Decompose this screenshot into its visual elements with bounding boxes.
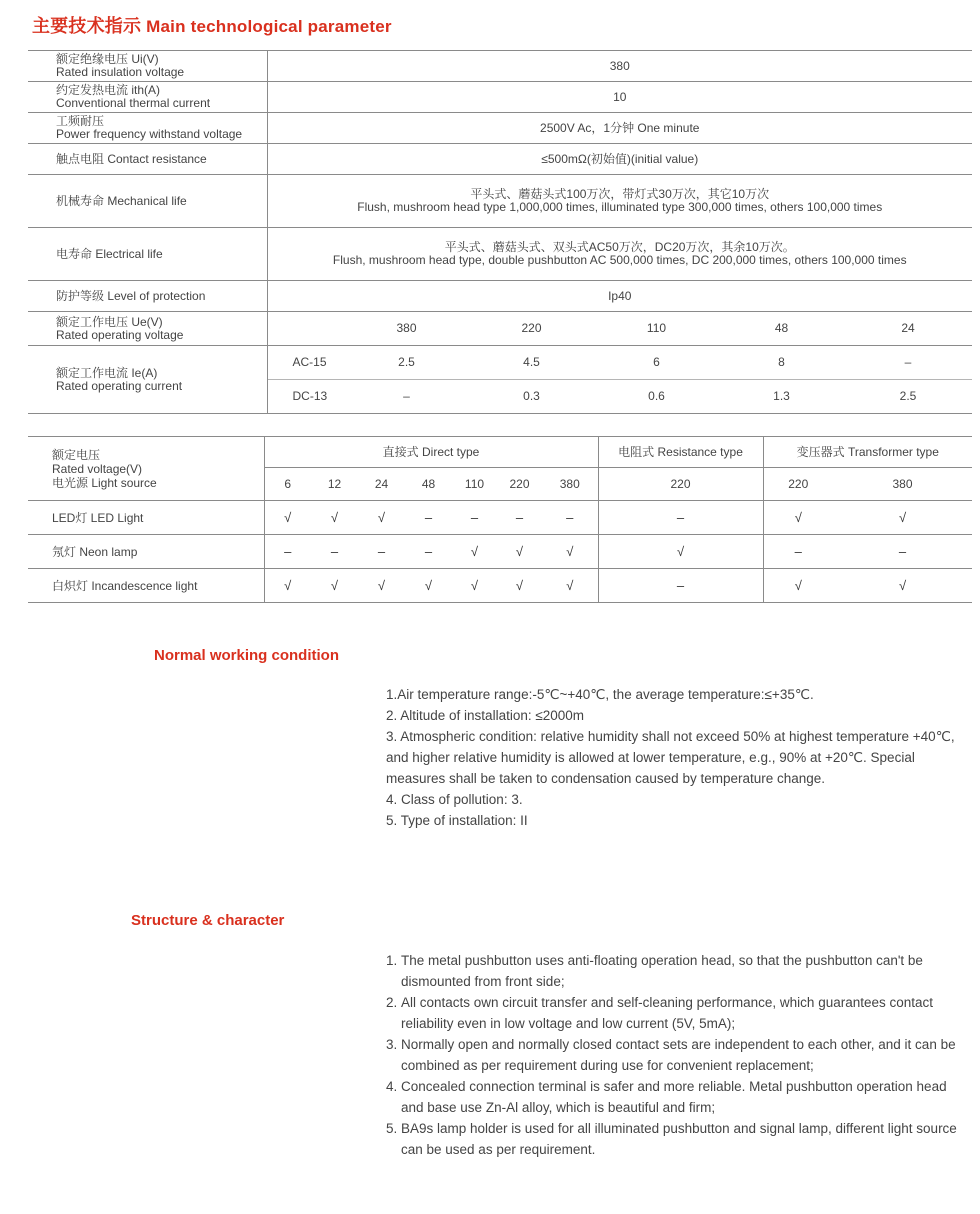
value-cn: 平头式、蘑菇头式、双头式AC50万次，DC20万次，其余10万次。: [444, 240, 795, 254]
label-thermal: [28, 82, 267, 113]
mark-cell: √: [833, 501, 972, 535]
list-item: 2. Altitude of installation: ≤2000m: [386, 708, 585, 723]
value-en: Flush, mushroom head type 1,000,000 times, illuminated type 300,000 times, others 100,000 times: [357, 200, 883, 214]
mark-cell: √: [542, 535, 598, 569]
item-text: BA9s lamp holder is used for all illuminated pushbutton and signal lamp, different light source can be used as per requirement.: [401, 1121, 957, 1157]
light-name: 氖灯 Neon lamp: [28, 535, 264, 569]
mark-cell: –: [405, 535, 452, 569]
op-voltage-cell: 110: [594, 312, 719, 346]
light-name: 白炽灯 Incandescence light: [28, 569, 264, 603]
list-item: [386, 1034, 970, 1076]
item-text: The metal pushbutton uses anti-floating operation head, so that the pushbutton can't be dismounted from front side;: [401, 953, 923, 989]
mark-cell: √: [497, 535, 542, 569]
dc-current-cell: –: [344, 380, 469, 414]
ac-current-cell: 8: [719, 346, 844, 380]
voltage-cell: 24: [358, 468, 405, 501]
value-contact: ≤500mΩ(初始值)(initial value): [267, 144, 972, 175]
light-row-incandescence: [28, 569, 972, 603]
label-withstand: [28, 113, 267, 144]
structure-heading: Structure & character: [131, 912, 285, 929]
mark-cell: –: [264, 535, 311, 569]
label-en: Rated operating current: [56, 378, 183, 393]
mark-cell: √: [264, 569, 311, 603]
voltage-cell: 12: [311, 468, 358, 501]
list-item: [386, 1118, 970, 1160]
dc-label: DC-13: [267, 380, 344, 414]
mark-cell: √: [763, 569, 833, 603]
voltage-cell: 220: [763, 468, 833, 501]
mark-cell: √: [452, 535, 497, 569]
light-source-table: [28, 436, 972, 603]
ac-current-cell: –: [844, 346, 972, 380]
mark-cell: √: [405, 569, 452, 603]
light-name: LED灯 LED Light: [28, 501, 264, 535]
label-en: Rated insulation voltage: [56, 65, 185, 79]
dc-current-cell: 1.3: [719, 380, 844, 414]
mark-cell: –: [598, 501, 763, 535]
group-direct: 直接式 Direct type: [264, 437, 598, 468]
mark-cell: √: [497, 569, 542, 603]
mark-cell: √: [452, 569, 497, 603]
label-en: Rated operating voltage: [56, 327, 184, 342]
voltage-cell: 110: [452, 468, 497, 501]
ac-current-cell: 6: [594, 346, 719, 380]
label-protection: 防护等级 Level of protection: [28, 281, 267, 312]
list-item: [386, 992, 970, 1034]
value-electrical: [267, 228, 972, 281]
mark-cell: –: [542, 501, 598, 535]
mark-cell: √: [264, 501, 311, 535]
light-row-neon: [28, 535, 972, 569]
value-insulation: 380: [267, 51, 972, 82]
label-contact: 触点电阻 Contact resistance: [28, 144, 267, 175]
light-header-row: [28, 437, 972, 468]
mark-cell: –: [452, 501, 497, 535]
label-electrical: 电寿命 Electrical life: [28, 228, 267, 281]
dc-current-cell: 2.5: [844, 380, 972, 414]
parameter-table: [28, 50, 972, 414]
voltage-cell: 380: [542, 468, 598, 501]
op-voltage-cell: 24: [844, 312, 972, 346]
dc-current-cell: 0.6: [594, 380, 719, 414]
item-number: 2.: [386, 995, 398, 1010]
op-voltage-cell: 380: [344, 312, 469, 346]
value-thermal: 10: [267, 82, 972, 113]
value-cn: 平头式、蘑菇头式100万次，带灯式30万次，其它10万次: [470, 187, 770, 201]
label-cn: 额定电压: [52, 447, 101, 462]
item-number: 3.: [386, 1037, 398, 1052]
row-op-current-ac: [28, 346, 972, 380]
row-protection: [28, 281, 972, 312]
mark-cell: –: [598, 569, 763, 603]
label-mechanical: 机械寿命 Mechanical life: [28, 175, 267, 228]
mark-cell: √: [358, 501, 405, 535]
label-en: Rated voltage(V): [52, 461, 143, 476]
label-en: Power frequency withstand voltage: [56, 127, 243, 141]
item-text: Concealed connection terminal is safer and more reliable. Metal pushbutton operation head and base use Zn-Al alloy, which is beautiful and firm;: [401, 1079, 947, 1115]
normal-condition-heading: Normal working condition: [154, 647, 340, 664]
value-withstand: 2500V Ac，1分钟 One minute: [267, 113, 972, 144]
mark-cell: √: [542, 569, 598, 603]
value-mechanical: [267, 175, 972, 228]
row-contact: [28, 144, 972, 175]
title-en: Main technological parameter: [146, 17, 392, 36]
dc-current-cell: 0.3: [469, 380, 594, 414]
mark-cell: –: [358, 535, 405, 569]
mark-cell: –: [497, 501, 542, 535]
label-cn: 额定工作电流 Ie(A): [56, 365, 158, 380]
voltage-cell: 6: [264, 468, 311, 501]
op-voltage-cell: 220: [469, 312, 594, 346]
row-withstand: [28, 113, 972, 144]
structure-list: [386, 950, 970, 1160]
group-resistance: 电阻式 Resistance type: [598, 437, 763, 468]
label-insulation: [28, 51, 267, 82]
row-electrical: [28, 228, 972, 281]
voltage-cell: 48: [405, 468, 452, 501]
item-text: Normally open and normally closed contact sets are independent to each other, and it can be combined as per requirement during use for convenient replacement;: [401, 1037, 956, 1073]
row-insulation: [28, 51, 972, 82]
value-en: Flush, mushroom head type, double pushbutton AC 500,000 times, DC 200,000 times, others 100,000 times: [332, 253, 907, 267]
item-number: 4.: [386, 1079, 398, 1094]
page-title: [32, 12, 392, 38]
light-header-label: [28, 437, 264, 501]
voltage-cell: 220: [598, 468, 763, 501]
ac-current-cell: 4.5: [469, 346, 594, 380]
blank-cell: [267, 312, 344, 346]
mark-cell: –: [405, 501, 452, 535]
label-cn: 约定发热电流 ith(A): [56, 83, 161, 97]
label-src: 电光源 Light source: [52, 475, 157, 490]
mark-cell: –: [763, 535, 833, 569]
item-number: 1.: [386, 953, 398, 968]
label-cn: 额定工作电压 Ue(V): [56, 314, 163, 329]
row-op-voltage: [28, 312, 972, 346]
title-cn: 主要技术指示: [32, 16, 142, 36]
value-protection: Ip40: [267, 281, 972, 312]
mark-cell: –: [311, 535, 358, 569]
item-number: 5.: [386, 1121, 398, 1136]
list-item: 5. Type of installation: II: [386, 813, 528, 828]
list-item: 3. Atmospheric condition: relative humidity shall not exceed 50% at highest temperature +40℃, and higher relative humidity is allowed at lower temperature, e.g., 90% at +20℃. Special measures shall be taken to condensation caused by temperature change.: [386, 729, 955, 786]
group-transformer: 变压器式 Transformer type: [763, 437, 972, 468]
mark-cell: √: [311, 501, 358, 535]
item-text: All contacts own circuit transfer and self-cleaning performance, which guarantees contact reliability even in low voltage and low current (5V, 5mA);: [401, 995, 934, 1031]
list-item: 4. Class of pollution: 3.: [386, 792, 523, 807]
mark-cell: √: [358, 569, 405, 603]
ac-label: AC-15: [267, 346, 344, 380]
mark-cell: –: [833, 535, 972, 569]
list-item: [386, 950, 970, 992]
mark-cell: √: [833, 569, 972, 603]
row-thermal: [28, 82, 972, 113]
mark-cell: √: [311, 569, 358, 603]
voltage-cell: 220: [497, 468, 542, 501]
label-op-current: [28, 346, 267, 414]
list-item: [386, 1076, 970, 1118]
light-row-led: [28, 501, 972, 535]
op-voltage-cell: 48: [719, 312, 844, 346]
label-en: Conventional thermal current: [56, 96, 211, 110]
ac-current-cell: 2.5: [344, 346, 469, 380]
row-mechanical: [28, 175, 972, 228]
list-item: 1.Air temperature range:-5℃~+40℃, the average temperature:≤+35℃.: [386, 687, 814, 702]
label-cn: 额定绝缘电压 Ui(V): [56, 52, 159, 66]
normal-condition-list: [386, 684, 970, 831]
mark-cell: √: [763, 501, 833, 535]
label-cn: 工频耐压: [56, 114, 105, 128]
voltage-cell: 380: [833, 468, 972, 501]
mark-cell: √: [598, 535, 763, 569]
label-op-voltage: [28, 312, 267, 346]
